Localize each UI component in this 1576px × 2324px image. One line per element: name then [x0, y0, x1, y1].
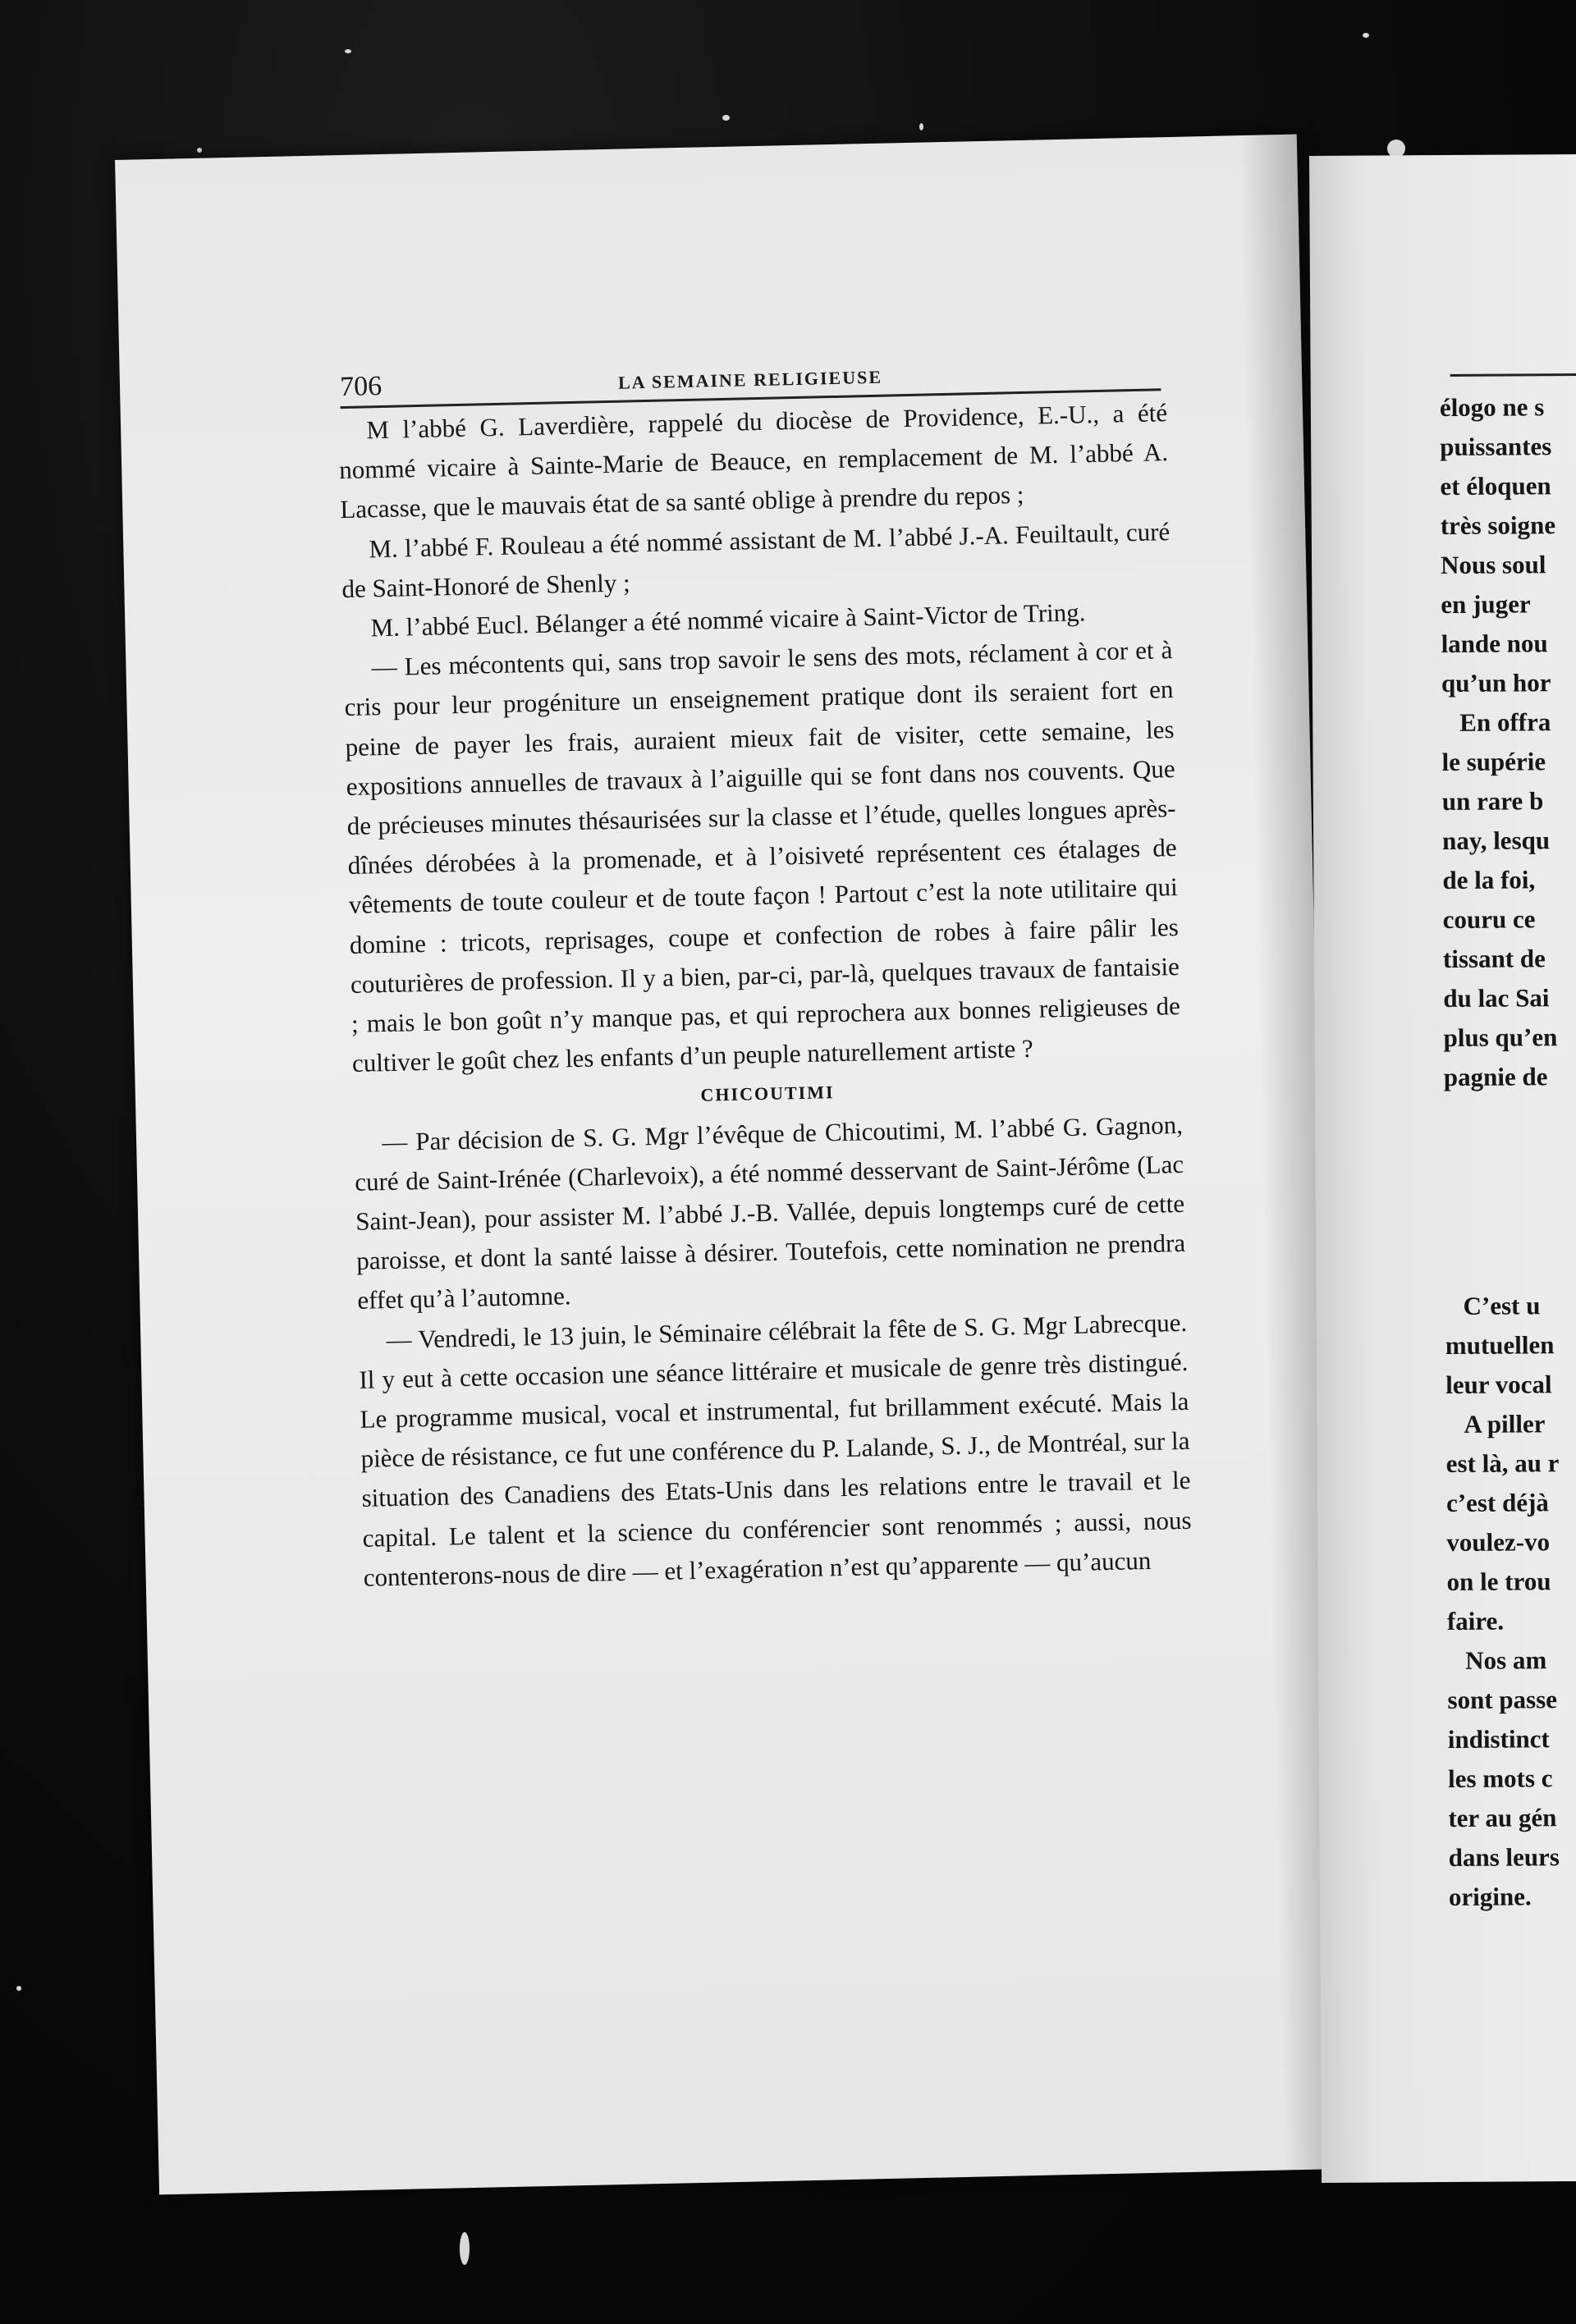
paragraph: — Les mécontents qui, sans trop savoir le sens des mots, réclament à cor et à cris pour leur progéniture un enseignement pratique dont ils seraient fort en peine de payer les frais, auraient mieux fait de visiter, cette semaine, les expositions annuelles de travaux à l’aiguille qui se font dans nos couvents. Que de précieuses minutes thésaurisées sur la classe et l’étude, quelles longues après-dînées dérobées à la promenade, et à l’oisiveté représentent ces étalages de vêtements de toute couleur et de toute façon ! Partout c’est la note utilitaire qui domine : tricots, reprisages, coupe et confection de robes à faire pâlir les couturières de profession. Il y a bien, par-ci, par-là, quelques travaux de fantaisie ; mais le bon goût n’y manque pas, et qui reprochera aux bonnes religieuses de cultiver le goût chez les enfants d’un peuple naturellement artiste ?: [344, 635, 1181, 1078]
section-heading: CHICOUTIMI: [700, 1082, 835, 1106]
paragraph: — Par décision de S. G. Mgr l’évêque de Chicoutimi, M. l’abbé G. Gagnon, curé de Saint-Irénée (Charlevoix), a été nommé desservant de Saint-Jérôme (Lac Saint-Jean), pour assister M. l’abbé J.-B. Vallée, depuis longtemps curé de cette paroisse, et dont la santé laisse à désirer. Toutefois, cette nomination ne prendra effet qu’à l’automne.: [354, 1109, 1186, 1315]
paragraph: M l’abbé G. Laverdière, rappelé du diocèse de Providence, E.-U., a été nommé vicaire à Sainte-Marie de Beauce, en remplacement de M. l’abbé A. Lacasse, que le mauvais état de sa santé oblige à prendre du repos ;: [338, 398, 1169, 524]
dust-speck: [460, 2232, 470, 2265]
text-line: ter au gén: [1448, 1803, 1557, 1833]
text-line: dans leurs: [1448, 1842, 1560, 1873]
text-line: indistinct: [1447, 1724, 1550, 1754]
right-page-text: [1438, 154, 1576, 1912]
text-line: en juger: [1441, 589, 1531, 620]
text-line: plus qu’en: [1443, 1022, 1558, 1053]
text-line: est là, au r: [1445, 1448, 1560, 1479]
article-text: [338, 393, 1193, 1598]
text-line: puissantes: [1440, 432, 1552, 462]
text-line: on le trou: [1446, 1567, 1551, 1597]
dust-speck: [345, 49, 351, 53]
text-line: le supérie: [1441, 747, 1546, 777]
text-line: Nos am: [1465, 1645, 1547, 1675]
text-line: origine.: [1448, 1882, 1532, 1912]
text-line: C’est u: [1463, 1291, 1541, 1320]
text-line: En offra: [1459, 707, 1551, 737]
right-page: [1309, 154, 1576, 2183]
text-line: sont passe: [1447, 1685, 1558, 1715]
dust-speck: [197, 148, 202, 153]
paragraph: — Vendredi, le 13 juin, le Séminaire célébrait la fête de S. G. Mgr Labrecque. Il y eut à cette occasion une séance littéraire et musicale de genre très distingué. Le programme musical, vocal et instrumental, fut brillamment exécuté. Mais la pièce de résistance, ce fut une conférence du P. Lalande, S. J., de Montréal, sur la situation des Canadiens des Etats-Unis dans les relations entre le travail et le capital. Le talent et la science du conférencier sont renommés ; aussi, nous contenterons-nous de dire — et l’exagération n’est qu’apparente — qu’aucun: [359, 1307, 1192, 1592]
text-line: faire.: [1446, 1606, 1505, 1636]
page-number: 706: [339, 370, 383, 403]
text-line: du lac Sai: [1443, 983, 1550, 1013]
dust-speck: [722, 115, 730, 121]
text-line: pagnie de: [1443, 1062, 1548, 1092]
text-line: nay, lesqu: [1441, 826, 1551, 856]
text-line: tissant de: [1442, 944, 1546, 974]
running-head: LA SEMAINE RELIGIEUSE: [617, 366, 883, 393]
header-rule: [1450, 373, 1576, 377]
paragraph: M. l’abbé Eucl. Bélanger a été nommé vicaire à Saint-Victor de Tring.: [370, 597, 1086, 643]
text-line: Nous soul: [1440, 550, 1546, 580]
dust-speck: [1363, 33, 1369, 38]
text-line: très soigne: [1440, 510, 1556, 541]
text-line: c’est déjà: [1445, 1488, 1549, 1518]
text-line: et éloquen: [1440, 471, 1551, 501]
text-line: les mots c: [1447, 1764, 1553, 1794]
text-line: un rare b: [1441, 786, 1544, 817]
paragraph: M. l’abbé F. Rouleau a été nommé assistant de M. l’abbé J.-A. Feuiltault, curé de Saint-Honoré de Shenly ;: [341, 516, 1171, 603]
text-line: couru ce: [1442, 904, 1536, 935]
text-line: mutuellen: [1445, 1330, 1555, 1361]
text-line: de la foi,: [1442, 865, 1536, 895]
dust-speck: [16, 1986, 21, 1991]
text-line: lande nou: [1441, 629, 1548, 659]
dust-speck: [919, 123, 923, 130]
left-page: [115, 135, 1341, 2195]
text-line: A piller: [1464, 1409, 1546, 1439]
text-line: leur vocal: [1445, 1370, 1552, 1400]
text-line: qu’un hor: [1441, 668, 1551, 698]
text-line: voulez-vo: [1446, 1527, 1551, 1558]
text-line: élogo ne s: [1439, 392, 1545, 423]
